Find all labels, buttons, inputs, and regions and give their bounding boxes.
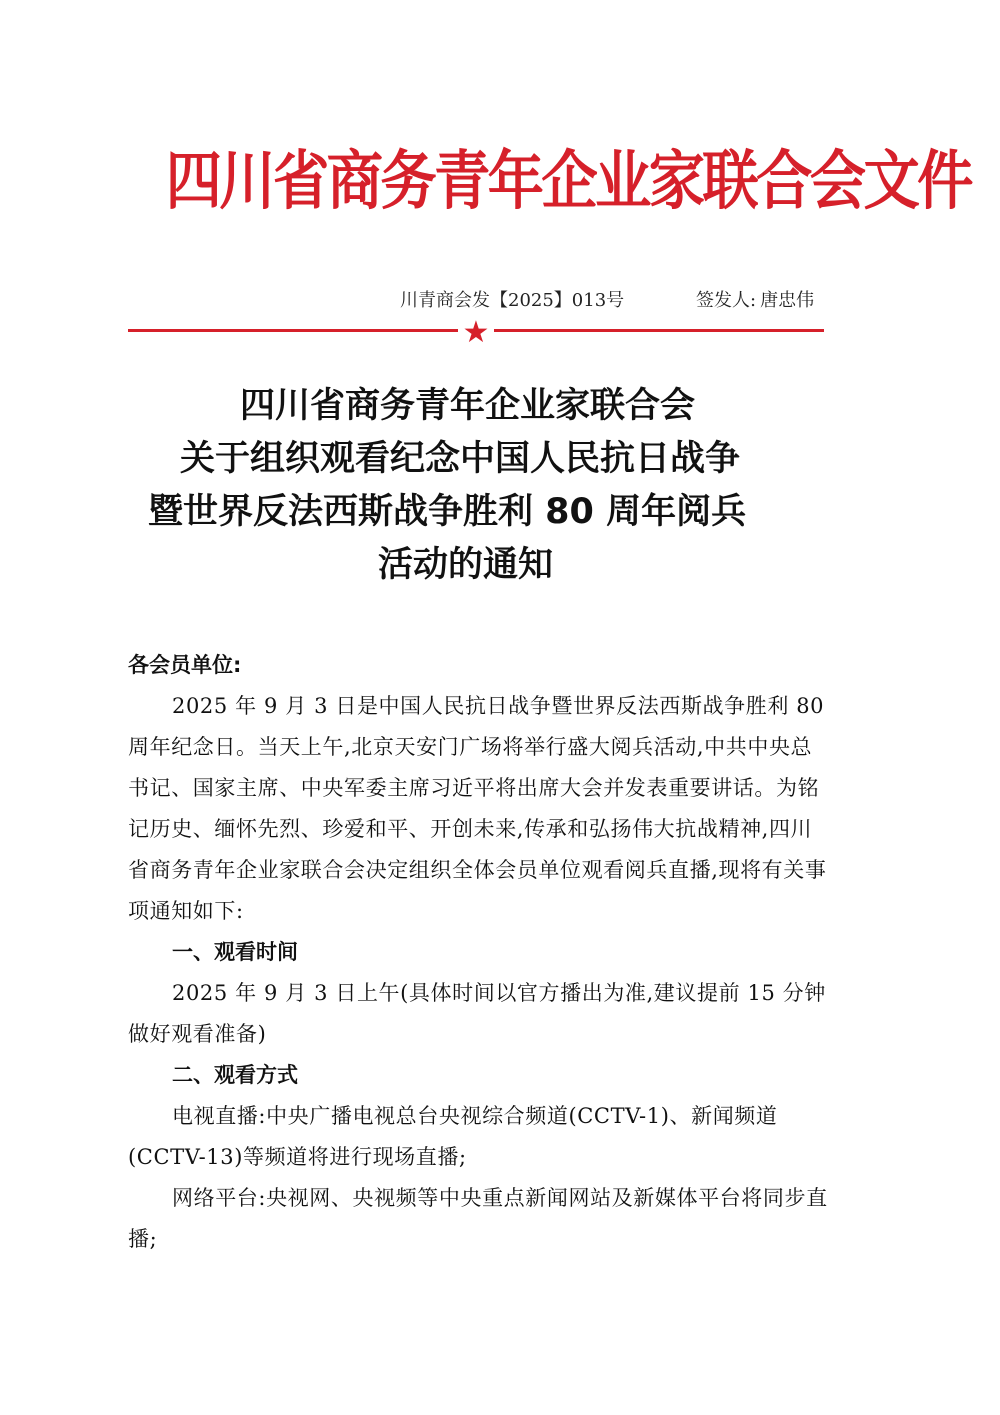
section-time-text: 2025 年 9 月 3 日上午(具体时间以官方播出为准,建议提前 15 分钟做好观看准备) (128, 981, 826, 1046)
divider-line-right (494, 329, 824, 332)
star-icon: ★ (462, 316, 490, 346)
notice-title (100, 380, 900, 592)
section-heading-time: 一、观看时间 (172, 940, 298, 964)
divider-line-left (128, 329, 458, 332)
signer-name: 唐忠伟 (760, 290, 815, 311)
section-tv-text: 电视直播:中央广播电视总台央视综合频道(CCTV-1)、新闻频道(CCTV-13)等频道将进行现场直播; (128, 1104, 778, 1169)
red-divider (128, 316, 824, 346)
salutation: 各会员单位: (128, 653, 242, 677)
issuer-header: 四川省商务青年企业家联合会文件 (165, 144, 971, 219)
title-line-4: 活动的通知 (378, 545, 554, 585)
notice-body (128, 645, 828, 1260)
intro-paragraph: 2025 年 9 月 3 日是中国人民抗日战争暨世界反法西斯战争胜利 80 周年纪念日。当天上午,北京天安门广场将举行盛大阅兵活动,中共中央总书记、国家主席、中央军委主席习近平将出席大会并发表重要讲话。为铭记历史、缅怀先烈、珍爱和平、开创未来,传承和弘扬伟大抗战精神,四川省商务青年企业家联合会决定组织全体会员单位观看阅兵直播,现将有关事项通知如下: (128, 694, 827, 923)
section-online-text: 网络平台:央视网、央视频等中央重点新闻网站及新媒体平台将同步直播; (128, 1186, 828, 1251)
title-line-1: 四川省商务青年企业家联合会 (240, 386, 696, 426)
title-line-3: 暨世界反法西斯战争胜利 80 周年阅兵 (148, 492, 747, 532)
section-heading-method: 二、观看方式 (172, 1063, 298, 1087)
document-number: 川青商会发【2025】013号 (400, 290, 625, 311)
title-line-2: 关于组织观看纪念中国人民抗日战争 (180, 439, 741, 479)
signer (696, 286, 814, 312)
signer-label: 签发人: (696, 290, 757, 311)
